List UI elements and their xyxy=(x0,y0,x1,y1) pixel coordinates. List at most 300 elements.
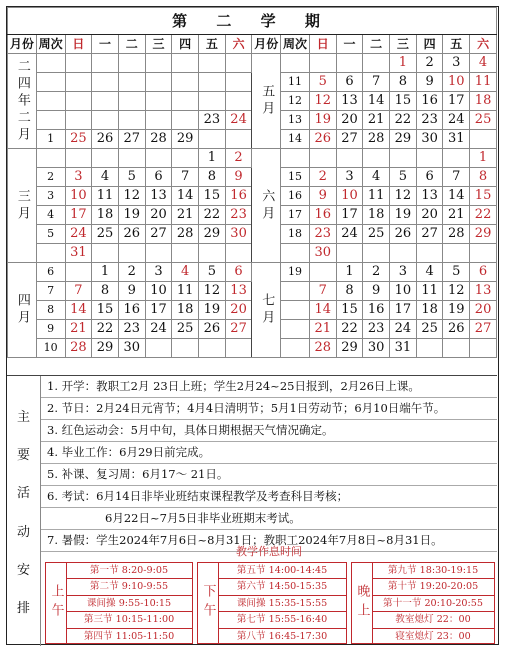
day-cell: 23 xyxy=(416,111,443,130)
day-cell: 6 xyxy=(225,263,252,282)
day-cell xyxy=(65,149,92,168)
week-number: 4 xyxy=(36,206,65,225)
day-cell: 16 xyxy=(309,206,336,225)
activities-label-char: 安 xyxy=(16,562,30,578)
day-cell xyxy=(118,111,145,130)
day-cell: 5 xyxy=(199,263,226,282)
day-cell xyxy=(336,244,363,263)
day-cell xyxy=(225,244,252,263)
activity-item: 2. 节日：2月24日元宵节；4月4日清明节；5月1日劳动节；6月10日端午节。 xyxy=(41,398,497,420)
day-cell: 30 xyxy=(225,225,252,244)
week-number xyxy=(281,320,310,339)
day-cell: 12 xyxy=(390,187,417,206)
day-cell: 19 xyxy=(199,301,226,320)
day-cell xyxy=(92,149,119,168)
day-cell: 24 xyxy=(145,320,172,339)
week-number xyxy=(281,149,310,168)
day-cell: 4 xyxy=(416,263,443,282)
day-cell: 25 xyxy=(363,225,390,244)
day-cell: 11 xyxy=(172,282,199,301)
day-cell xyxy=(92,244,119,263)
day-cell: 18 xyxy=(470,92,497,111)
day-cell xyxy=(470,244,497,263)
day-cell: 9 xyxy=(363,282,390,301)
header-2: 日 xyxy=(309,35,336,54)
activities-label-char: 主 xyxy=(16,409,30,425)
day-cell: 29 xyxy=(199,225,226,244)
day-cell: 22 xyxy=(92,320,119,339)
afternoon-schedule xyxy=(197,562,347,644)
week-number: 6 xyxy=(36,263,65,282)
month-label: 六月 xyxy=(252,149,281,263)
evening-period-row: 第九节 18:30-19:15 xyxy=(372,563,494,579)
week-number: 3 xyxy=(36,187,65,206)
day-cell: 5 xyxy=(390,168,417,187)
header-3: 一 xyxy=(336,35,363,54)
afternoon-period-row: 第七节 15:55-16:40 xyxy=(218,612,346,628)
activity-item: 1. 开学：教职工2月 23日上班；学生2月24~25日报到，2月26日上课。 xyxy=(41,376,497,398)
day-cell: 8 xyxy=(390,73,417,92)
day-cell: 20 xyxy=(145,206,172,225)
day-cell xyxy=(470,339,497,358)
day-cell xyxy=(443,244,470,263)
day-cell: 21 xyxy=(172,206,199,225)
day-cell: 29 xyxy=(336,339,363,358)
day-cell: 19 xyxy=(390,206,417,225)
day-cell: 17 xyxy=(443,92,470,111)
day-cell: 2 xyxy=(416,54,443,73)
activity-item: 6月22日~7月5日非毕业班期末考试。 xyxy=(41,508,497,530)
schedule-caption: 教学作息时间 xyxy=(236,545,302,558)
evening-period-row: 教室熄灯 22：00 xyxy=(372,612,494,628)
day-cell: 27 xyxy=(470,320,497,339)
week-number: 14 xyxy=(281,130,310,149)
week-number: 11 xyxy=(281,73,310,92)
day-cell: 28 xyxy=(145,130,172,149)
day-cell: 10 xyxy=(336,187,363,206)
day-cell: 11 xyxy=(92,187,119,206)
morning-period-row: 课间操 9:55-10:15 xyxy=(66,596,192,612)
day-cell: 5 xyxy=(118,168,145,187)
day-cell: 7 xyxy=(363,73,390,92)
day-cell: 24 xyxy=(225,111,252,130)
day-cell: 14 xyxy=(363,92,390,111)
day-cell: 10 xyxy=(443,73,470,92)
day-cell xyxy=(65,73,92,92)
day-cell xyxy=(92,54,119,73)
week-number xyxy=(281,282,310,301)
day-cell: 17 xyxy=(336,206,363,225)
day-cell xyxy=(172,339,199,358)
day-cell: 1 xyxy=(390,54,417,73)
day-cell: 22 xyxy=(336,320,363,339)
day-cell: 30 xyxy=(416,130,443,149)
week-number xyxy=(36,92,65,111)
activities-label-char: 动 xyxy=(16,524,30,540)
day-cell: 18 xyxy=(92,206,119,225)
day-cell: 25 xyxy=(92,225,119,244)
day-cell xyxy=(172,111,199,130)
evening-period-row: 寝室熄灯 23：00 xyxy=(395,630,471,642)
day-cell: 16 xyxy=(225,187,252,206)
day-cell: 18 xyxy=(363,206,390,225)
morning-period-row: 第四节 11:05-11:50 xyxy=(83,630,175,642)
day-cell xyxy=(145,244,172,263)
day-cell xyxy=(470,130,497,149)
day-cell xyxy=(225,73,252,92)
day-cell: 23 xyxy=(199,111,226,130)
day-cell: 12 xyxy=(118,187,145,206)
day-cell: 1 xyxy=(199,149,226,168)
week-number: 5 xyxy=(36,225,65,244)
day-cell: 5 xyxy=(443,263,470,282)
day-cell: 13 xyxy=(416,187,443,206)
week-number xyxy=(36,111,65,130)
month-label: 七月 xyxy=(252,263,281,358)
day-cell: 8 xyxy=(336,282,363,301)
day-cell xyxy=(145,54,172,73)
day-cell: 25 xyxy=(172,320,199,339)
day-cell: 13 xyxy=(336,92,363,111)
afternoon-period-row: 第六节 14:50-15:35 xyxy=(218,579,346,595)
day-cell: 28 xyxy=(363,130,390,149)
day-cell: 24 xyxy=(443,111,470,130)
day-cell: 7 xyxy=(309,282,336,301)
week-number xyxy=(36,73,65,92)
morning-label: 上午 xyxy=(46,563,67,643)
day-cell: 2 xyxy=(309,168,336,187)
day-cell: 4 xyxy=(172,263,199,282)
day-cell: 3 xyxy=(145,263,172,282)
week-number: 12 xyxy=(281,92,310,111)
day-cell xyxy=(172,244,199,263)
day-cell: 3 xyxy=(443,54,470,73)
activity-item: 5. 补课、复习周：6月17～ 21日。 xyxy=(41,464,497,486)
day-cell xyxy=(172,149,199,168)
activity-item: 4. 毕业工作：6月29日前完成。 xyxy=(41,442,497,464)
day-cell: 14 xyxy=(172,187,199,206)
day-cell: 22 xyxy=(390,111,417,130)
day-cell xyxy=(92,73,119,92)
day-cell: 27 xyxy=(118,130,145,149)
day-cell xyxy=(309,149,336,168)
activities-label xyxy=(7,376,41,646)
header-2: 日 xyxy=(65,35,92,54)
day-cell: 24 xyxy=(336,225,363,244)
week-number: 17 xyxy=(281,206,310,225)
activity-item: 6. 考试：6月14日非毕业班结束课程教学及考查科目考核； xyxy=(41,486,497,508)
morning-period-row: 第一节 8:20-9:05 xyxy=(66,563,192,579)
day-cell xyxy=(336,149,363,168)
day-cell: 16 xyxy=(363,301,390,320)
day-cell: 31 xyxy=(390,339,417,358)
week-number: 9 xyxy=(36,320,65,339)
day-cell: 2 xyxy=(225,149,252,168)
day-cell: 28 xyxy=(172,225,199,244)
day-cell xyxy=(118,149,145,168)
day-cell: 11 xyxy=(363,187,390,206)
morning-schedule xyxy=(45,562,193,644)
month-label: 三月 xyxy=(8,149,37,263)
header-7: 五 xyxy=(443,35,470,54)
header-0: 月份 xyxy=(252,35,281,54)
day-cell xyxy=(199,92,226,111)
day-cell: 8 xyxy=(92,282,119,301)
afternoon-period-row: 课间操 15:35-15:55 xyxy=(218,596,346,612)
day-cell: 3 xyxy=(336,168,363,187)
evening-label: 晚上 xyxy=(352,563,373,643)
day-cell: 24 xyxy=(65,225,92,244)
day-cell: 18 xyxy=(416,301,443,320)
week-number: 2 xyxy=(36,168,65,187)
day-cell xyxy=(199,339,226,358)
day-cell: 28 xyxy=(443,225,470,244)
day-cell: 4 xyxy=(470,54,497,73)
day-cell: 14 xyxy=(443,187,470,206)
header-3: 一 xyxy=(92,35,119,54)
day-cell xyxy=(145,149,172,168)
day-cell: 22 xyxy=(470,206,497,225)
week-number: 18 xyxy=(281,225,310,244)
header-4: 二 xyxy=(363,35,390,54)
day-cell xyxy=(145,92,172,111)
day-cell: 20 xyxy=(225,301,252,320)
day-cell: 12 xyxy=(443,282,470,301)
day-cell: 10 xyxy=(390,282,417,301)
day-cell: 30 xyxy=(118,339,145,358)
day-cell: 27 xyxy=(416,225,443,244)
evening-period-row: 第十一节 20:10-20:55 xyxy=(372,596,494,612)
day-cell: 12 xyxy=(309,92,336,111)
evening-period-row: 第十节 19:20-20:05 xyxy=(372,579,494,595)
week-number: 1 xyxy=(36,130,65,149)
day-cell: 14 xyxy=(65,301,92,320)
day-cell xyxy=(309,263,336,282)
activity-item: 7. 暑假：学生2024年7月6日~8月31日；教职工2024年7月8日~8月31日。 xyxy=(41,530,497,552)
day-cell xyxy=(443,149,470,168)
day-cell: 11 xyxy=(416,282,443,301)
day-cell xyxy=(145,73,172,92)
day-cell: 7 xyxy=(172,168,199,187)
week-number xyxy=(281,54,310,73)
day-cell: 19 xyxy=(118,206,145,225)
day-cell: 9 xyxy=(118,282,145,301)
day-cell xyxy=(416,244,443,263)
month-label: 五月 xyxy=(252,54,281,149)
day-cell: 26 xyxy=(443,320,470,339)
day-cell xyxy=(65,263,92,282)
day-cell: 1 xyxy=(92,263,119,282)
day-cell: 6 xyxy=(470,263,497,282)
day-cell: 28 xyxy=(309,339,336,358)
day-cell: 10 xyxy=(65,187,92,206)
day-cell: 8 xyxy=(199,168,226,187)
header-7: 五 xyxy=(199,35,226,54)
day-cell xyxy=(390,244,417,263)
day-cell: 9 xyxy=(225,168,252,187)
day-cell: 21 xyxy=(443,206,470,225)
day-cell: 6 xyxy=(145,168,172,187)
afternoon-period-row: 第八节 16:45-17:30 xyxy=(236,630,328,642)
day-cell: 14 xyxy=(309,301,336,320)
week-number: 13 xyxy=(281,111,310,130)
day-cell: 13 xyxy=(145,187,172,206)
day-cell xyxy=(363,149,390,168)
day-cell xyxy=(225,339,252,358)
day-cell xyxy=(309,54,336,73)
day-cell: 26 xyxy=(390,225,417,244)
day-cell xyxy=(145,339,172,358)
day-cell: 9 xyxy=(416,73,443,92)
day-cell: 21 xyxy=(309,320,336,339)
morning-period-row: 第三节 10:15-11:00 xyxy=(66,612,192,628)
day-cell: 23 xyxy=(309,225,336,244)
day-cell: 30 xyxy=(363,339,390,358)
day-cell: 7 xyxy=(443,168,470,187)
day-cell xyxy=(65,54,92,73)
week-number xyxy=(281,244,310,263)
week-number: 10 xyxy=(36,339,65,358)
day-cell: 26 xyxy=(309,130,336,149)
day-cell: 10 xyxy=(145,282,172,301)
day-cell xyxy=(65,92,92,111)
day-cell: 20 xyxy=(416,206,443,225)
day-cell: 15 xyxy=(470,187,497,206)
day-cell xyxy=(225,92,252,111)
day-cell xyxy=(92,111,119,130)
day-cell: 20 xyxy=(470,301,497,320)
day-cell: 8 xyxy=(470,168,497,187)
day-cell xyxy=(172,73,199,92)
week-number xyxy=(281,339,310,358)
day-cell: 27 xyxy=(145,225,172,244)
day-cell: 27 xyxy=(336,130,363,149)
day-cell xyxy=(390,149,417,168)
day-cell: 25 xyxy=(470,111,497,130)
week-number xyxy=(36,149,65,168)
day-cell: 31 xyxy=(443,130,470,149)
header-6: 四 xyxy=(172,35,199,54)
day-cell: 23 xyxy=(225,206,252,225)
day-cell xyxy=(145,111,172,130)
afternoon-period-row: 第五节 14:00-14:45 xyxy=(218,563,346,579)
day-cell xyxy=(172,92,199,111)
day-cell: 29 xyxy=(92,339,119,358)
day-cell: 7 xyxy=(65,282,92,301)
header-5: 三 xyxy=(390,35,417,54)
day-cell: 19 xyxy=(309,111,336,130)
day-cell: 17 xyxy=(390,301,417,320)
week-number xyxy=(281,301,310,320)
day-cell: 2 xyxy=(363,263,390,282)
day-cell: 3 xyxy=(65,168,92,187)
day-cell: 25 xyxy=(65,130,92,149)
day-cell xyxy=(363,244,390,263)
day-cell: 16 xyxy=(416,92,443,111)
day-cell xyxy=(416,339,443,358)
header-8: 六 xyxy=(225,35,252,54)
day-cell: 29 xyxy=(470,225,497,244)
day-cell: 26 xyxy=(92,130,119,149)
day-cell: 30 xyxy=(309,244,336,263)
day-cell xyxy=(65,111,92,130)
day-cell xyxy=(443,339,470,358)
day-cell xyxy=(363,54,390,73)
afternoon-label: 下午 xyxy=(198,563,219,643)
day-cell xyxy=(225,130,252,149)
day-cell: 27 xyxy=(225,320,252,339)
activities-section xyxy=(7,375,497,642)
day-cell: 15 xyxy=(199,187,226,206)
header-1: 周次 xyxy=(36,35,65,54)
day-cell xyxy=(199,54,226,73)
header-5: 三 xyxy=(145,35,172,54)
day-cell: 26 xyxy=(118,225,145,244)
day-cell: 4 xyxy=(363,168,390,187)
week-number: 15 xyxy=(281,168,310,187)
day-cell xyxy=(199,244,226,263)
day-cell: 11 xyxy=(470,73,497,92)
day-cell xyxy=(416,149,443,168)
day-cell xyxy=(225,54,252,73)
evening-schedule xyxy=(351,562,495,644)
day-cell: 29 xyxy=(390,130,417,149)
day-cell: 15 xyxy=(390,92,417,111)
week-number xyxy=(36,54,65,73)
header-4: 二 xyxy=(118,35,145,54)
day-cell: 18 xyxy=(172,301,199,320)
day-cell: 9 xyxy=(309,187,336,206)
day-cell: 21 xyxy=(65,320,92,339)
day-cell: 4 xyxy=(92,168,119,187)
week-number: 16 xyxy=(281,187,310,206)
day-cell: 19 xyxy=(443,301,470,320)
activities-label-char: 排 xyxy=(16,601,30,617)
day-cell: 13 xyxy=(470,282,497,301)
day-cell xyxy=(336,54,363,73)
day-cell xyxy=(172,54,199,73)
month-label: 四月 xyxy=(8,263,37,358)
week-number: 7 xyxy=(36,282,65,301)
day-cell: 6 xyxy=(336,73,363,92)
day-cell: 17 xyxy=(145,301,172,320)
day-cell: 23 xyxy=(363,320,390,339)
day-cell: 24 xyxy=(390,320,417,339)
day-cell xyxy=(118,92,145,111)
header-8: 六 xyxy=(470,35,497,54)
day-cell: 28 xyxy=(65,339,92,358)
day-cell: 26 xyxy=(199,320,226,339)
day-cell: 23 xyxy=(118,320,145,339)
header-0: 月份 xyxy=(8,35,37,54)
day-cell xyxy=(92,92,119,111)
day-cell: 25 xyxy=(416,320,443,339)
day-cell xyxy=(118,54,145,73)
calendar-sheet xyxy=(6,6,499,645)
week-number: 8 xyxy=(36,301,65,320)
header-1: 周次 xyxy=(281,35,310,54)
day-cell: 1 xyxy=(336,263,363,282)
day-cell: 20 xyxy=(336,111,363,130)
header-6: 四 xyxy=(416,35,443,54)
day-cell: 15 xyxy=(92,301,119,320)
activities-label-char: 活 xyxy=(16,486,30,502)
activity-item: 3. 红色运动会：5月中旬，具体日期根据天气情况确定。 xyxy=(41,420,497,442)
morning-period-row: 第二节 9:10-9:55 xyxy=(66,579,192,595)
day-cell xyxy=(118,73,145,92)
day-cell: 2 xyxy=(118,263,145,282)
day-cell: 29 xyxy=(172,130,199,149)
